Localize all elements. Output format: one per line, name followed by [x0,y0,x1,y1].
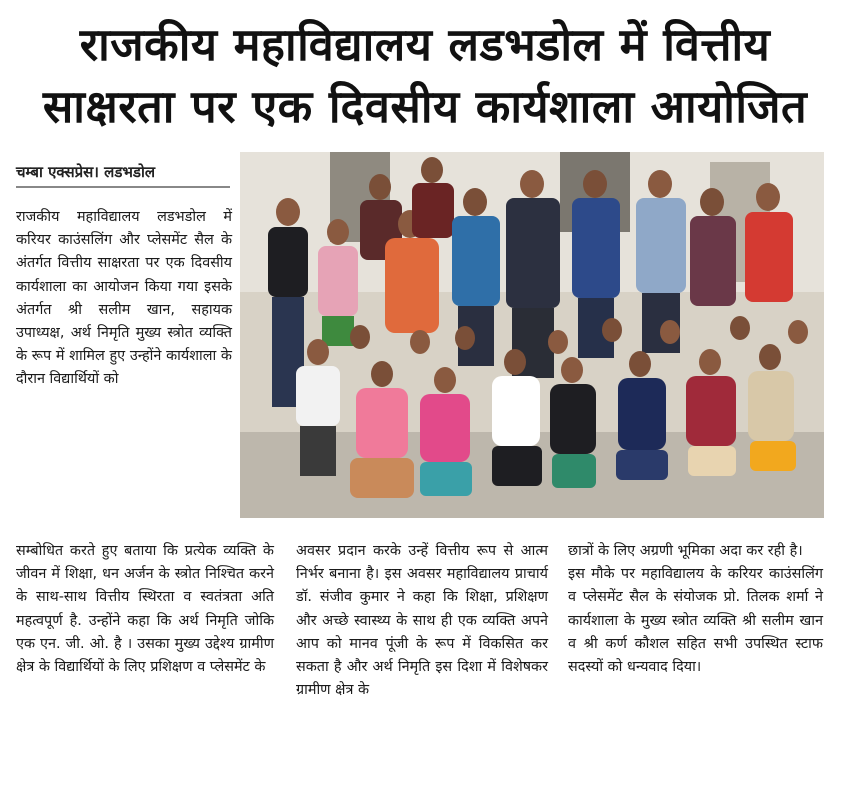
headline [30,14,820,138]
article-paragraph: छात्रों के लिए अग्रणी भूमिका अदा कर रही है। [568,543,803,559]
dateline: चम्बा एक्सप्रेस। लडभडोल [16,162,230,188]
article-column-3 [568,540,823,679]
article-column-1-top [16,206,232,392]
headline-line-1: राजकीय महाविद्यालय लडभडोल में वित्तीय [79,18,771,71]
article-paragraph: अवसर प्रदान करके उन्हें वित्तीय रूप से आत्म निर्भर बनाना है। इस अवसर महाविद्यालय प्राचार्य डॉ. संजीव कुमार ने कहा कि शिक्षा, प्रशिक्षण और अच्छे स्वास्थ्य के साथ ही एक व्यक्ति अपने आप को मानव पूंजी के रूप में विकसित कर सकता है और अर्थ निमृति इस दिशा में विशेषकर ग्रामीण क्षेत्र के [296,543,548,699]
group-photo [240,152,824,518]
group-photo-icon [240,152,824,518]
article-paragraph: इस मौके पर महाविद्यालय के करियर काउंसलिंग व प्लेसमेंट सैल के संयोजक प्रो. तिलक शर्मा ने कार्यशाला के मुख्य स्त्रोत व्यक्ति श्री सलीम खान व श्री कर्ण कौशल सहित सभी उपस्थित स्टाफ सदस्यों को धन्यवाद दिया। [568,566,823,676]
article-column-1-bottom [16,540,274,679]
article-column-2 [296,540,548,702]
article-paragraph: राजकीय महाविद्यालय लडभडोल में करियर काउंसलिंग और प्लेसमेंट सैल के अंतर्गत वित्तीय साक्षरता पर एक दिवसीय कार्यशाला का आयोजन किया गया इसके अंतर्गत श्री सलीम खान, सहायक उपाध्यक्ष, अर्थ निमृति मुख्य स्त्रोत व्यक्ति के रूप में शामिल हुए उन्होंने कार्यशाला के दौरान विद्यार्थियों को [16,209,232,388]
headline-line-2: साक्षरता पर एक दिवसीय कार्यशाला आयोजित [42,80,808,133]
article-paragraph: सम्बोधित करते हुए बताया कि प्रत्येक व्यक्ति के जीवन में शिक्षा, धन अर्जन के स्त्रोत निश्चित करने के साथ-साथ वित्तीय स्थिरता व स्वतंत्रता अति महत्वपूर्ण है. उन्होंने कहा कि अर्थ निमृति जोकि एक एन. जी. ओ. है । उसका मुख्य उद्देश्य ग्रामीण क्षेत्र के विद्यार्थियों के लिए प्रशिक्षण व प्लेसमेंट के [16,543,274,676]
